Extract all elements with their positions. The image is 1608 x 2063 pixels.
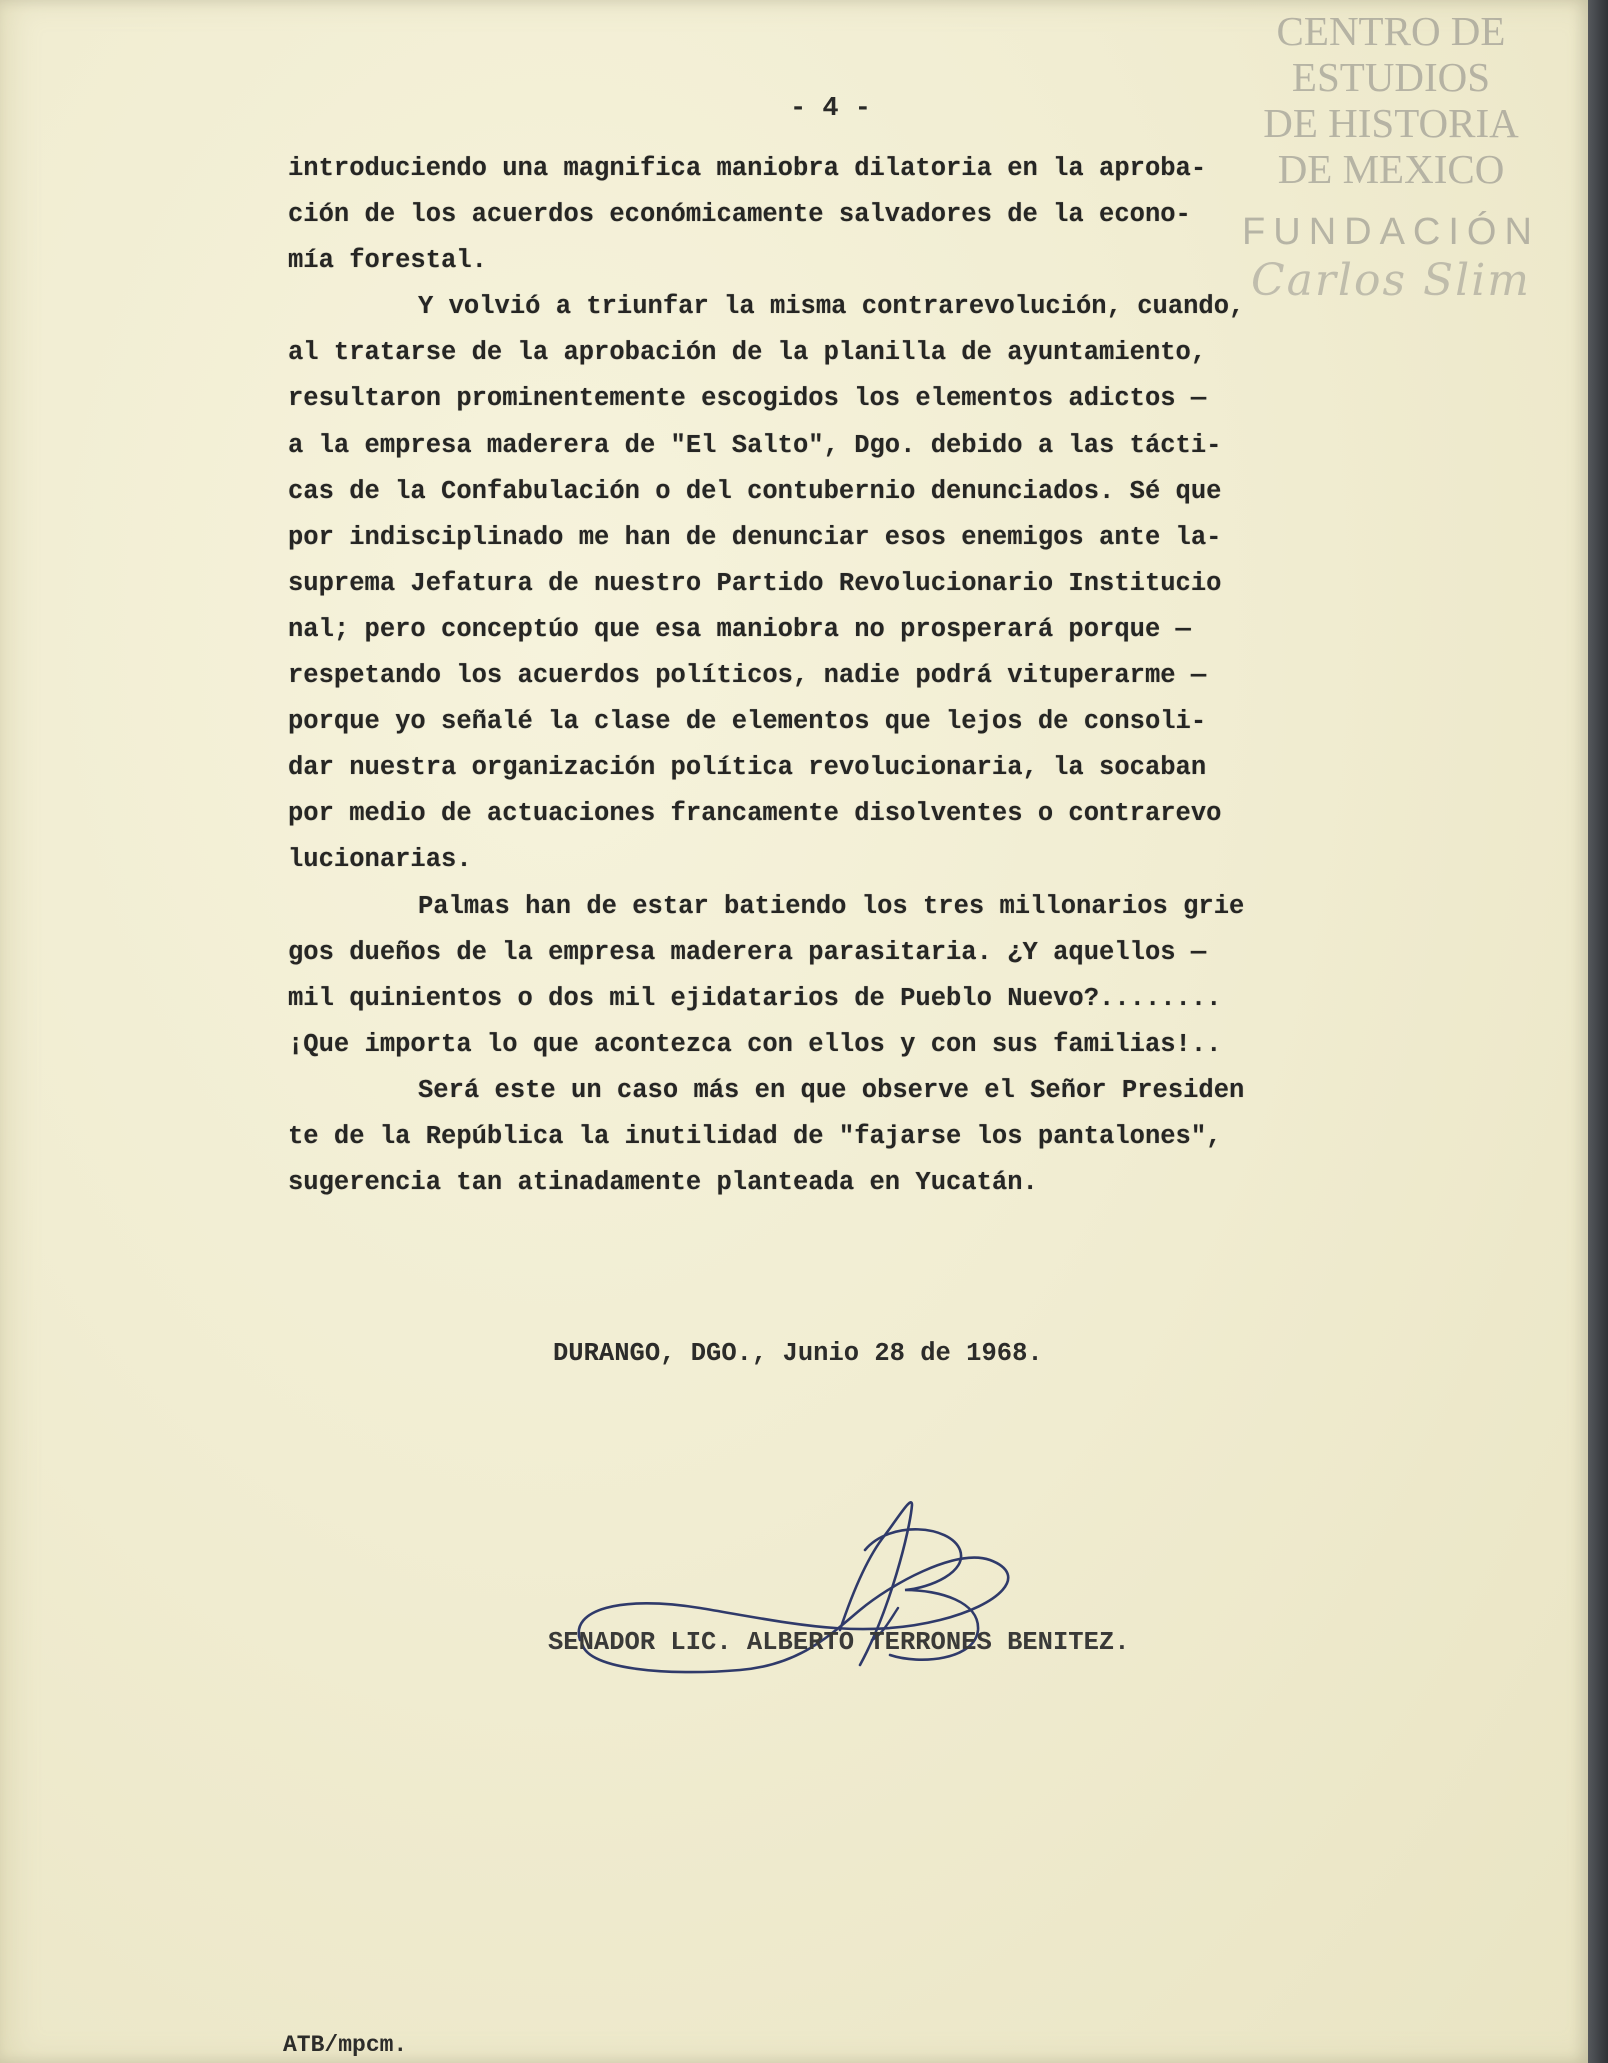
body-line: lucionarias. — [288, 845, 472, 875]
body-line: ¡Que importa lo que acontezca con ellos y con sus familias!.. — [288, 1029, 1222, 1059]
body-line: gos dueños de la empresa maderera parasitaria. ¿Y aquellos — — [288, 937, 1207, 967]
body-line: resultaron prominentemente escogidos los elementos adictos — — [288, 384, 1207, 414]
signer-name: SENADOR LIC. ALBERTO TERRONES BENITEZ. — [548, 1628, 1130, 1657]
body-line: a la empresa maderera de "El Salto", Dgo. debido a las tácti- — [288, 430, 1222, 460]
letter-body — [288, 146, 1458, 1206]
body-line: cas de la Confabulación o del contubernio denunciados. Sé que — [288, 476, 1222, 506]
body-line: sugerencia tan atinadamente planteada en Yucatán. — [288, 1168, 1038, 1198]
body-line: por medio de actuaciones francamente disolventes o contrarevo — [288, 799, 1222, 829]
watermark-line: ESTUDIOS — [1291, 54, 1491, 100]
body-line: Palmas han de estar batiendo los tres millonarios grie — [418, 891, 1245, 921]
body-line: introduciendo una magnifica maniobra dilatoria en la aproba- — [288, 154, 1207, 183]
body-line: Y volvió a triunfar la misma contrarevolución, cuando, — [418, 292, 1245, 322]
body-line: dar nuestra organización política revolucionaria, la socaban — [288, 753, 1207, 783]
scan-edge — [1588, 0, 1608, 2063]
watermark-signature: Carlos Slim — [1250, 255, 1532, 306]
reference-initials: ATB/mpcm. — [283, 2032, 408, 2058]
watermark-foundation: FUNDACIÓN — [1242, 211, 1540, 253]
body-line: mía forestal. — [288, 246, 487, 276]
watermark-line: CENTRO DE — [1276, 8, 1506, 54]
body-line: mil quinientos o dos mil ejidatarios de Pueblo Nuevo?........ — [288, 983, 1222, 1013]
body-line: nal; pero conceptúo que esa maniobra no prosperará porque — — [288, 614, 1191, 644]
watermark-line: DE MEXICO — [1277, 146, 1505, 192]
body-line: te de la República la inutilidad de "fajarse los pantalones", — [288, 1121, 1222, 1151]
date-line: DURANGO, DGO., Junio 28 de 1968. — [553, 1339, 1043, 1368]
handwritten-signature — [560, 1490, 1080, 1720]
body-line: por indisciplinado me han de denunciar esos enemigos ante la- — [288, 522, 1222, 552]
page-number: - 4 - — [790, 94, 872, 124]
body-line: Será este un caso más en que observe el Señor Presiden — [418, 1075, 1245, 1105]
body-line: respetando los acuerdos políticos, nadie podrá vituperarme — — [288, 661, 1207, 691]
body-line: porque yo señalé la clase de elementos que lejos de consoli- — [288, 707, 1207, 737]
body-line: suprema Jefatura de nuestro Partido Revolucionario Institucio — [288, 568, 1222, 598]
body-line: al tratarse de la aprobación de la planilla de ayuntamiento, — [288, 338, 1207, 368]
watermark-line: DE HISTORIA — [1263, 100, 1519, 146]
body-line: ción de los acuerdos económicamente salvadores de la econo- — [288, 200, 1191, 230]
